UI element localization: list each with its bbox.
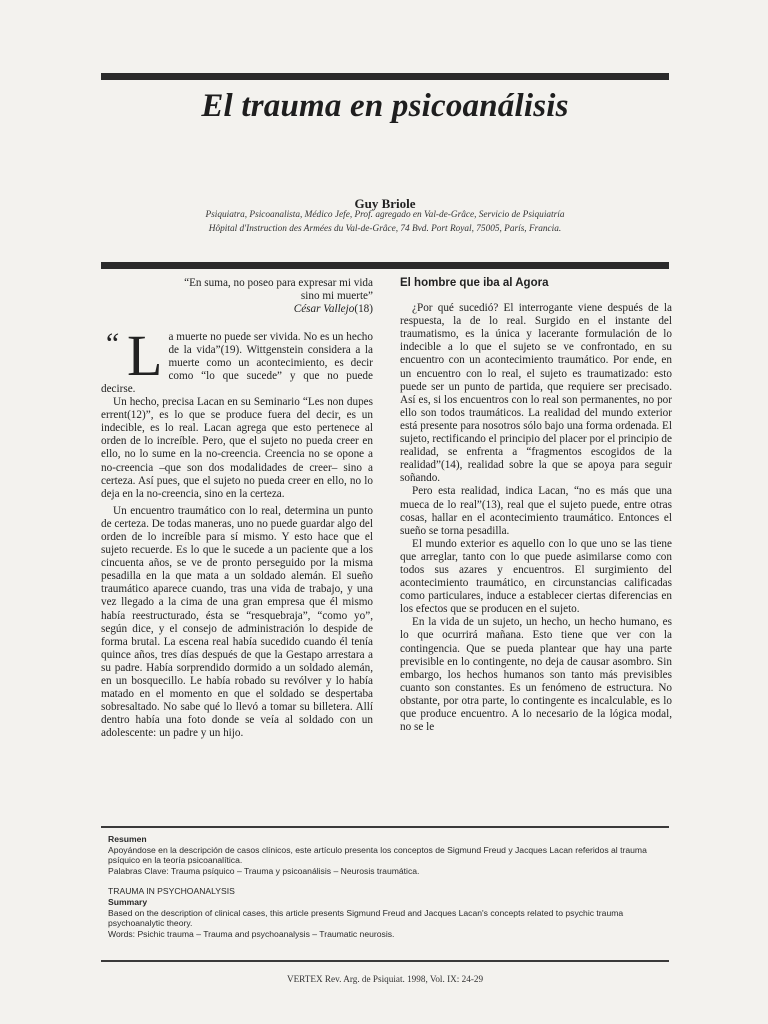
article-title: El trauma en psicoanálisis (201, 88, 569, 124)
epigraph-ref: (18) (354, 303, 373, 316)
left-paragraph-1: a muerte no puede ser vivida. No es un hecho de la vida”(19). Wittgenstein considera a la muerte como un acontecimiento, es decir como “lo que sucede” y que no puede decirse. (101, 330, 373, 395)
right-paragraph-3: El mundo exterior es aquello con lo que uno se las tiene que arreglar, tanto con lo que puede asimilarse como con todos sus azares y encuentros. El surgimiento del acontecimiento traumático, en circunstancias calificadas como particulares, induce a establecer ciertas diferencias en los efectos que se producen en el sujeto. (400, 537, 672, 616)
author-affiliation-1: Psiquiatra, Psicoanalista, Médico Jefe, Prof. agregado en Val-de-Grâce, Servicio de Psiquiatría (205, 210, 565, 220)
left-column (101, 277, 373, 741)
author-affiliation-2: Hôpital d'Instruction des Armées du Val-de-Grâce, 74 Bvd. Port Royal, 75005, París, Francia. (208, 224, 562, 234)
right-paragraph-4: En la vida de un sujeto, un hecho, un hecho humano, es lo que ocurrirá mañana. Esto tiene que ver con la contingencia. Que se pueda plantear que hay una parte previsible en lo contingente, no deja de causar asombro. Sin embargo, los hechos humanos son tanto más previsibles cuanto son constantes. Es un fenómeno de estructura. No obstante, por otra parte, lo contingente es incalculable, es lo que produce encuentro. A lo necesario de la lógica modal, no se le (400, 616, 672, 734)
abstract-spacer (108, 876, 664, 886)
resumen-heading: Resumen (108, 834, 147, 844)
drop-cap: L (127, 322, 163, 388)
right-column (400, 277, 672, 734)
left-paragraph-3: Un encuentro traumático con lo real, determina un punto de certeza. De todas maneras, uno no puede guardar algo del orden de lo increíble para sí mismo. Y esto hace que el sujeto recuerde. Es lo que le sucede a un paciente que a los cincuenta años, se ve de pronto perseguido por la misma pesadilla en la que mata a un soldado alemán. El sueño traumático aparece cuando, tras una vida de trabajo, y una vez llegado a la cima de una gran empresa que él mismo había reestructurado, ésta se “resquebraja”, “como yo”, según dice, y el consejo de administración lo despide de forma brutal. La escena real había sucedido cuando él tenía quince años, tres días después de que la Gestapo arrestara a su padre. Había sorprendido dormido a un soldado alemán, en un bosquecillo. Le había robado su revólver y lo había matado en el momento en que el soldado se despertaba sobresaltado. No sabe qué lo llevó a tomar su billetera. Allí dentro había una foto donde se veía al soldado con un adolescente: un padre y un hijo. (101, 504, 373, 740)
right-paragraph-2: Pero esta realidad, indica Lacan, “no es más que una mueca de lo real”(13), real que el sujeto puede, entre otras cosas, hallar en el acontecimiento traumático. Entonces el sueño se torna pesadilla. (400, 485, 672, 537)
epigraph-line-2: sino mi muerte” (300, 290, 373, 303)
left-paragraph-2: Un hecho, precisa Lacan en su Seminario “Les non dupes errent(12)”, es lo que se produce fuera del decir, es un indecible, es lo real. Lacan agrega que esto pertenece al orden de lo increíble. Pero, que el sujeto no pueda creer en ello, no lo sume en la no-creencia. Creencia no se opone a no-creencia –que son dos modalidades de creer– sino a certeza. Así pues, que el sujeto no pueda creer en ello, no lo deja en la no-creencia, sino en la certeza. (101, 396, 373, 500)
epigraph-source (101, 303, 373, 316)
english-title: TRAUMA IN PSYCHOANALYSIS (108, 886, 235, 897)
top-rule (101, 73, 669, 80)
opening-paragraph (101, 322, 373, 396)
abstract-bottom-rule (101, 960, 669, 962)
epigraph-author: César Vallejo (293, 303, 355, 316)
epigraph (101, 277, 373, 317)
keywords-english: Words: Psichic trauma – Trauma and psychoanalysis – Traumatic neurosis. (108, 928, 395, 939)
opening-quote-mark: “ (103, 326, 120, 360)
resumen-text: Apoyándose en la descripción de casos clínicos, este artículo presenta los conceptos de Sigmund Freud y Jacques Lacan referidos al trauma psíquico en la teoría psicoanalítica. (108, 844, 647, 866)
epigraph-line-1: “En suma, no poseo para expresar mi vida (184, 277, 373, 289)
author-name: Guy Briole (354, 196, 416, 211)
palabras-clave: Palabras Clave: Trauma psíquico – Trauma y psicoanálisis – Neurosis traumática. (108, 865, 420, 876)
summary-heading: Summary (108, 896, 148, 907)
summary-text: Based on the description of clinical cases, this article presents Sigmund Freud and Jacques Lacan's concepts related to psychic trauma psychoanalytic theory. (108, 907, 624, 929)
abstract-top-rule (101, 826, 669, 828)
abstract-block (108, 834, 664, 939)
journal-footer: VERTEX Rev. Arg. de Psiquiat. 1998, Vol. IX: 24-29 (286, 974, 484, 984)
header-rule (101, 262, 669, 269)
section-heading: El hombre que iba al Agora (400, 277, 549, 289)
right-paragraph-1: ¿Por qué sucedió? El interrogante viene después de la respuesta, la de lo real. Surgido en el instante del traumatismo, es la única y lacerante formulación de lo indecible a lo que el sujeto se ve confrontado, en su encuentro con un acontecimiento traumático. Por ende, en un encuentro con lo real, el sujeto es traumatizado: esto puede ser un punto de partida, que requiere ser precisado. Así es, si los encuentros con lo real son permanentes, no por ello son todos traumáticos. La realidad del mundo exterior está presente para nosotros sólo bajo una forma ordenada. El sujeto, rectificando el principio del placer por el principio de realidad, se enfrenta a “fragmentos escogidos de la realidad”(14), realidad sobre la que se apoya para seguir soñando. (400, 302, 672, 485)
